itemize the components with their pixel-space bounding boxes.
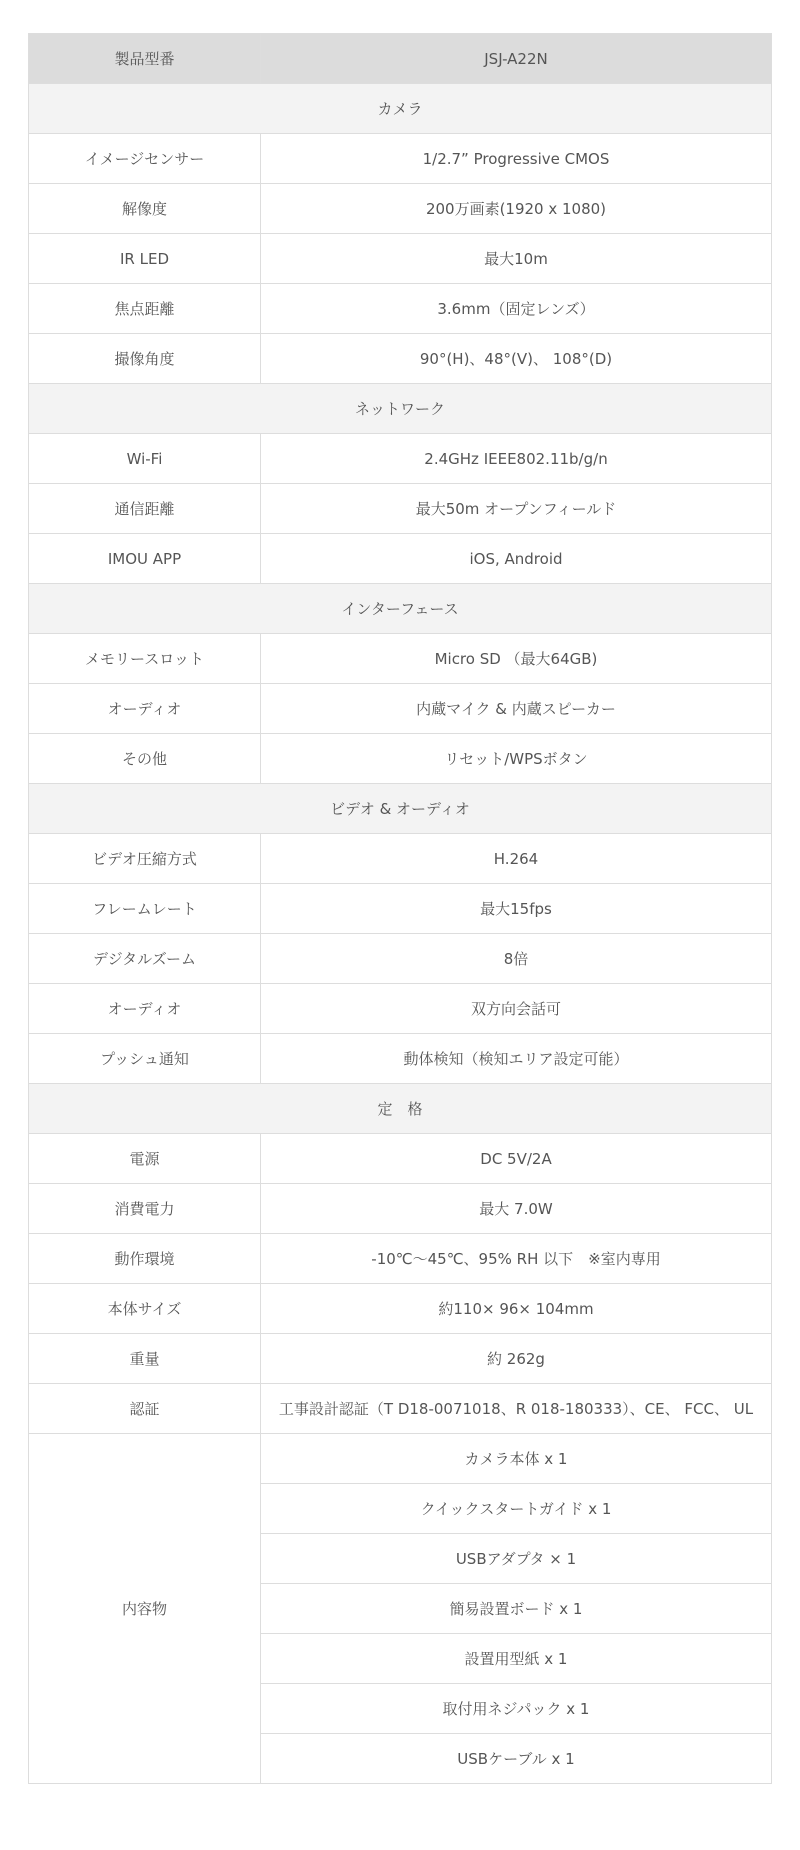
spec-row [29, 834, 772, 884]
package-contents-item: 取付用ネジパック x 1 [261, 1684, 772, 1734]
spec-row [29, 134, 772, 184]
spec-row [29, 1134, 772, 1184]
section-title: 定 格 [29, 1084, 772, 1134]
spec-label: 消費電力 [29, 1184, 261, 1234]
section-header-row [29, 84, 772, 134]
package-contents-item: クイックスタートガイド x 1 [261, 1484, 772, 1534]
spec-label: メモリースロット [29, 634, 261, 684]
spec-value: 3.6mm（固定レンズ） [261, 284, 772, 334]
spec-row [29, 1034, 772, 1084]
spec-label: 認証 [29, 1384, 261, 1434]
spec-row [29, 1284, 772, 1334]
spec-value: Micro SD （最大64GB) [261, 634, 772, 684]
spec-row [29, 634, 772, 684]
spec-value: 動体検知（検知エリア設定可能） [261, 1034, 772, 1084]
spec-value: 約110× 96× 104mm [261, 1284, 772, 1334]
spec-row [29, 334, 772, 384]
spec-row [29, 884, 772, 934]
section-title: ネットワーク [29, 384, 772, 434]
spec-value: 双方向会話可 [261, 984, 772, 1034]
spec-row [29, 284, 772, 334]
model-number-value: JSJ-A22N [261, 34, 772, 84]
spec-label: 電源 [29, 1134, 261, 1184]
spec-value: 8倍 [261, 934, 772, 984]
spec-row [29, 234, 772, 284]
spec-value: iOS, Android [261, 534, 772, 584]
spec-row [29, 934, 772, 984]
spec-table [28, 33, 772, 1784]
spec-label: ビデオ圧縮方式 [29, 834, 261, 884]
package-contents-item: カメラ本体 x 1 [261, 1434, 772, 1484]
spec-label: 重量 [29, 1334, 261, 1384]
package-contents-item: 設置用型紙 x 1 [261, 1634, 772, 1684]
package-contents-item: 簡易設置ボード x 1 [261, 1584, 772, 1634]
spec-value: 約 262g [261, 1334, 772, 1384]
spec-value: 2.4GHz IEEE802.11b/g/n [261, 434, 772, 484]
spec-value: リセット/WPSボタン [261, 734, 772, 784]
spec-row [29, 184, 772, 234]
spec-value: 最大 7.0W [261, 1184, 772, 1234]
spec-value: DC 5V/2A [261, 1134, 772, 1184]
spec-label: 通信距離 [29, 484, 261, 534]
model-number-label: 製品型番 [29, 34, 261, 84]
section-header-row [29, 1084, 772, 1134]
section-title: カメラ [29, 84, 772, 134]
package-contents-item: USBケーブル x 1 [261, 1734, 772, 1784]
spec-row [29, 734, 772, 784]
section-title: ビデオ & オーディオ [29, 784, 772, 834]
spec-label: デジタルズーム [29, 934, 261, 984]
spec-row [29, 1384, 772, 1434]
spec-label: Wi-Fi [29, 434, 261, 484]
spec-value: 1/2.7” Progressive CMOS [261, 134, 772, 184]
spec-label: オーディオ [29, 984, 261, 1034]
spec-value: H.264 [261, 834, 772, 884]
section-header-row [29, 384, 772, 434]
spec-row [29, 484, 772, 534]
spec-label: その他 [29, 734, 261, 784]
spec-value: 工事設計認証（T D18-0071018、R 018-180333）、CE、 FCC、 UL [261, 1384, 772, 1434]
spec-label: 動作環境 [29, 1234, 261, 1284]
spec-label: プッシュ通知 [29, 1034, 261, 1084]
package-contents-item: USBアダプタ × 1 [261, 1534, 772, 1584]
spec-value: 内蔵マイク & 内蔵スピーカー [261, 684, 772, 734]
section-header-row [29, 784, 772, 834]
spec-row [29, 1184, 772, 1234]
spec-label: オーディオ [29, 684, 261, 734]
section-header-row [29, 584, 772, 634]
spec-row [29, 434, 772, 484]
spec-label: 本体サイズ [29, 1284, 261, 1334]
spec-label: IMOU APP [29, 534, 261, 584]
spec-label: 解像度 [29, 184, 261, 234]
spec-row [29, 1334, 772, 1384]
spec-row [29, 1234, 772, 1284]
spec-value: 最大50m オープンフィールド [261, 484, 772, 534]
spec-value: 200万画素(1920 x 1080) [261, 184, 772, 234]
spec-value: 最大10m [261, 234, 772, 284]
spec-value: 90°(H)、48°(V)、 108°(D) [261, 334, 772, 384]
spec-label: フレームレート [29, 884, 261, 934]
spec-label: 撮像角度 [29, 334, 261, 384]
spec-label: イメージセンサー [29, 134, 261, 184]
spec-table-body [29, 34, 772, 1784]
spec-row [29, 984, 772, 1034]
spec-label: 焦点距離 [29, 284, 261, 334]
spec-row [29, 534, 772, 584]
section-title: インターフェース [29, 584, 772, 634]
package-contents-row [29, 1434, 772, 1484]
spec-row [29, 684, 772, 734]
spec-value: 最大15fps [261, 884, 772, 934]
package-contents-label: 内容物 [29, 1434, 261, 1784]
spec-table-container [28, 33, 771, 1784]
model-number-row [29, 34, 772, 84]
spec-value: -10℃～45℃、95% RH 以下 ※室内専用 [261, 1234, 772, 1284]
spec-label: IR LED [29, 234, 261, 284]
